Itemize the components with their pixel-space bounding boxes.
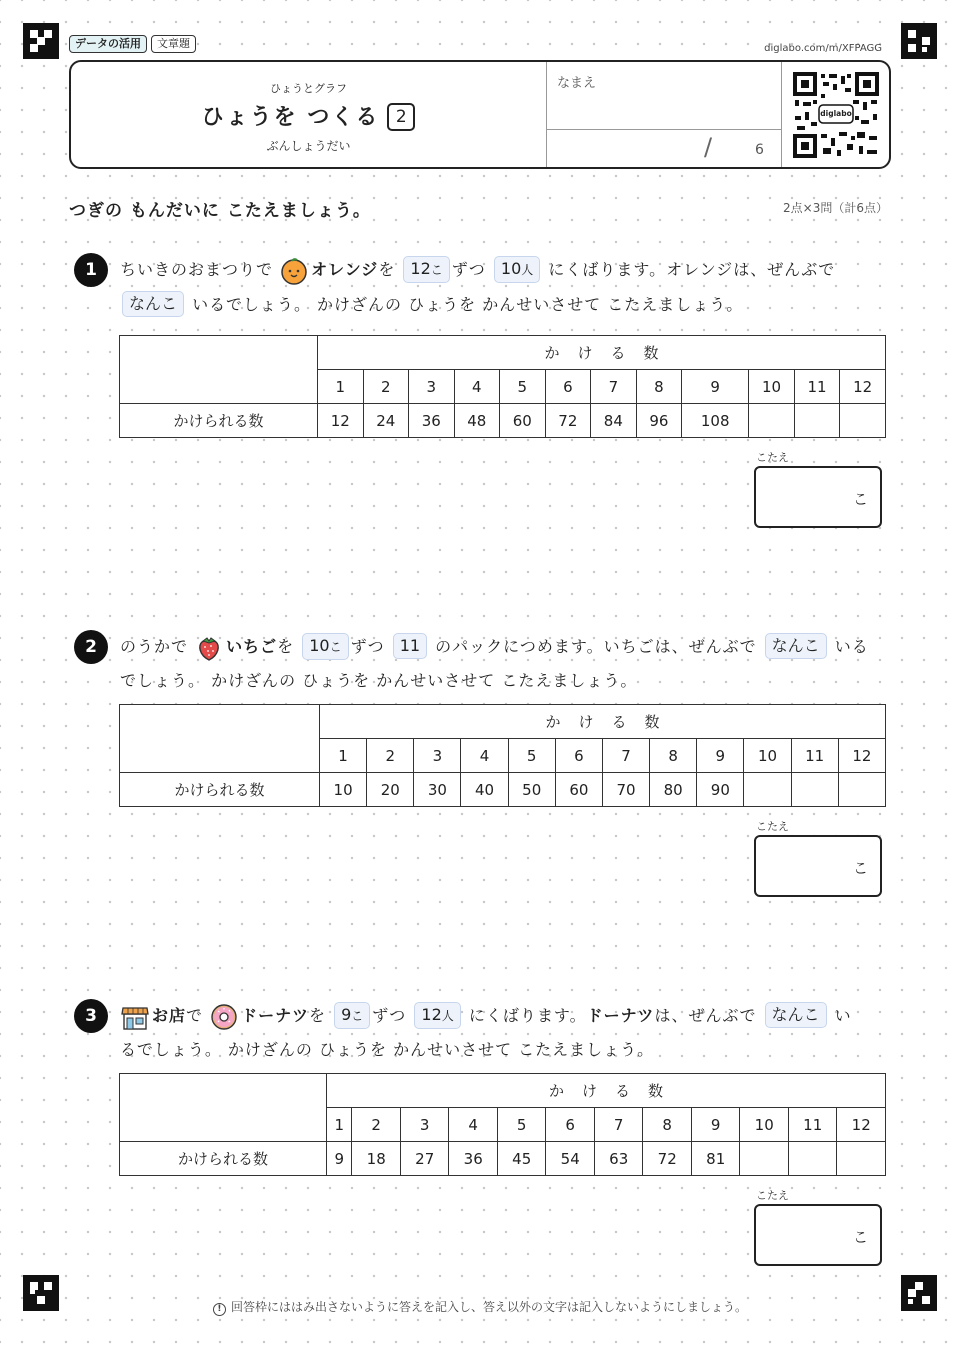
p2-text-6: でしょう。 かけざんの ひょうを かんせいさせて こたえましょう。 (120, 671, 638, 690)
multiplier-cell: 4 (454, 370, 500, 404)
product-cell: 9 (327, 1142, 352, 1176)
product-cell: 18 (352, 1142, 401, 1176)
multiplier-cell: 12 (840, 370, 886, 404)
site-url: diglabo.com/m/XFPAGG (764, 43, 882, 54)
multiplicand-label: かけられる数 (120, 773, 320, 807)
product-cell: 72 (643, 1142, 692, 1176)
product-cell: 81 (691, 1142, 740, 1176)
multiplier-cell: 8 (643, 1108, 692, 1142)
product-blank-cell[interactable] (791, 773, 838, 807)
product-row (120, 404, 886, 438)
product-cell: 45 (497, 1142, 546, 1176)
table-corner (120, 705, 320, 773)
p1-people-box (494, 256, 540, 283)
answer-label-2: こたえ (756, 820, 789, 833)
table-corner (120, 336, 318, 404)
tag-data: データの活用 (69, 35, 147, 53)
multiplier-cell: 3 (414, 739, 461, 773)
multiplier-cell: 1 (318, 370, 364, 404)
title-ruby-top: ひょうとグラフ (270, 82, 347, 95)
multiplier-cell: 1 (320, 739, 367, 773)
product-blank-cell[interactable] (788, 1142, 837, 1176)
product-row (120, 1142, 886, 1176)
multiplier-cell: 2 (363, 370, 409, 404)
p1-text-5: いるでしょう。 かけざんの ひょうを かんせいさせて こたえましょう。 (192, 295, 744, 314)
problem-number-2: 2 (74, 630, 108, 664)
multiplier-cell: 5 (497, 1108, 546, 1142)
p1-text-1: ちいきのおまつりで (120, 260, 274, 279)
multiplier-header: かける数 (327, 1074, 886, 1108)
problem-1-line-2 (120, 288, 743, 322)
multiplier-cell: 10 (744, 739, 791, 773)
p1-question-box: なんこ (122, 291, 184, 317)
product-cell: 70 (602, 773, 649, 807)
p1-text-4: にくばります。オレンジは、ぜんぶで (548, 260, 836, 279)
product-cell: 24 (363, 404, 409, 438)
product-cell: 12 (318, 404, 364, 438)
answer-label-1: こたえ (756, 451, 789, 464)
multiplier-cell: 5 (508, 739, 555, 773)
multiplier-header: かける数 (318, 336, 886, 370)
table-corner (120, 1074, 327, 1142)
multiplier-cell: 1 (327, 1108, 352, 1142)
points-info: 2点×3問（計6点） (783, 201, 888, 215)
multiplier-cell: 6 (546, 1108, 595, 1142)
tag-word-problem: 文章題 (151, 35, 196, 53)
category-tags (69, 35, 196, 53)
answer-unit-2: こ (852, 859, 868, 877)
product-cell: 36 (409, 404, 455, 438)
name-score-area (546, 62, 782, 167)
p1-quantity-box (403, 256, 449, 283)
product-cell: 54 (546, 1142, 595, 1176)
answer-unit-3: こ (852, 1228, 868, 1246)
product-blank-cell[interactable] (840, 404, 886, 438)
qr-code[interactable] (793, 72, 879, 158)
product-cell: 96 (636, 404, 682, 438)
footer-note (0, 1298, 960, 1316)
problem-2-line-1 (120, 630, 869, 664)
problem-3-line-2 (120, 1033, 654, 1067)
multiplier-header: かける数 (320, 705, 886, 739)
multiplier-cell: 6 (555, 739, 602, 773)
p2-quantity-box (302, 633, 348, 660)
multiplier-cell: 10 (749, 370, 795, 404)
p2-text-2: を (277, 637, 295, 656)
answer-unit-1: こ (852, 490, 868, 508)
p2-text-3: ずつ (350, 637, 385, 656)
multiplier-cell: 7 (602, 739, 649, 773)
worksheet-number: 2 (387, 103, 415, 131)
product-cell: 50 (508, 773, 555, 807)
p3-quantity-unit: こ (351, 1009, 364, 1023)
p2-packs-box: 11 (393, 633, 427, 659)
p3-people: 12 (421, 1005, 442, 1024)
multiplier-cell: 2 (352, 1108, 401, 1142)
p3-text-5: は、ぜんぶで (654, 1006, 757, 1025)
multiplier-cell: 8 (650, 739, 697, 773)
multiplier-cell: 12 (837, 1108, 886, 1142)
multiplier-cell: 8 (636, 370, 682, 404)
p2-text-5: いる (834, 637, 869, 656)
p1-text-2: を (378, 260, 396, 279)
page-title-text: ひょうを つくる (201, 105, 380, 130)
problem-1-line-1 (120, 253, 835, 287)
multiplier-cell: 7 (594, 1108, 643, 1142)
corner-marker-top-left (23, 23, 59, 59)
multiplier-cell: 9 (682, 370, 749, 404)
p3-text-3: ずつ (372, 1006, 407, 1025)
product-cell: 72 (545, 404, 591, 438)
product-cell: 27 (400, 1142, 449, 1176)
p2-text-4: のパックにつめます。いちごは、ぜんぶで (435, 637, 757, 656)
p2-item: いちご (226, 637, 278, 656)
multiplier-cell: 4 (461, 739, 508, 773)
donut-icon (209, 1002, 239, 1032)
product-cell: 84 (591, 404, 637, 438)
problem-number-1: 1 (74, 253, 108, 287)
product-cell: 40 (461, 773, 508, 807)
shop-icon (120, 1002, 150, 1032)
product-blank-cell[interactable] (740, 1142, 789, 1176)
product-row (120, 773, 886, 807)
page-title (71, 100, 546, 131)
multiplicand-label: かけられる数 (120, 404, 318, 438)
instruction: つぎの もんだいに こたえましょう。 (69, 201, 371, 221)
product-cell: 60 (500, 404, 546, 438)
p3-quantity-box (334, 1002, 370, 1029)
multiplier-cell: 7 (591, 370, 637, 404)
product-cell: 48 (454, 404, 500, 438)
p1-quantity: 12 (410, 259, 431, 278)
multiplier-cell: 5 (500, 370, 546, 404)
product-blank-cell[interactable] (744, 773, 791, 807)
multiplier-cell: 2 (367, 739, 414, 773)
multiplier-cell: 4 (449, 1108, 498, 1142)
product-cell: 10 (320, 773, 367, 807)
product-cell: 80 (650, 773, 697, 807)
multiplier-cell: 11 (794, 370, 840, 404)
strawberry-icon (194, 633, 224, 663)
multiplier-cell: 11 (788, 1108, 837, 1142)
multiplier-cell: 11 (791, 739, 838, 773)
multiplication-table-2 (119, 704, 886, 807)
product-cell: 36 (449, 1142, 498, 1176)
product-cell: 108 (682, 404, 749, 438)
multiplier-cell: 3 (400, 1108, 449, 1142)
p3-text-7: るでしょう。 かけざんの ひょうを かんせいさせて こたえましょう。 (120, 1040, 655, 1059)
product-cell: 63 (594, 1142, 643, 1176)
p2-quantity: 10 (309, 636, 330, 655)
multiplier-cell: 6 (545, 370, 591, 404)
p1-text-3: ずつ (451, 260, 486, 279)
orange-icon (279, 256, 309, 286)
multiplier-cell: 9 (697, 739, 744, 773)
p3-item-2: ドーナツ (586, 1006, 655, 1025)
product-blank-cell[interactable] (837, 1142, 886, 1176)
p3-place: お店 (152, 1006, 187, 1025)
p3-quantity: 9 (341, 1005, 352, 1024)
answer-box-2[interactable] (754, 835, 882, 897)
p3-people-unit: 人 (441, 1009, 454, 1023)
p1-quantity-unit: こ (430, 263, 443, 277)
footer-text: 回答枠にははみ出さないように答えを記入し、答え以外の文字は記入しないようにしましょう。 (230, 1300, 747, 1314)
product-blank-cell[interactable] (838, 773, 885, 807)
name-label: なまえ (557, 76, 597, 91)
p1-item: オレンジ (311, 260, 379, 279)
product-cell: 30 (414, 773, 461, 807)
problem-2-line-2 (120, 664, 637, 698)
answer-label-3: こたえ (756, 1189, 789, 1202)
p3-question-box: なんこ (765, 1002, 827, 1028)
product-cell: 60 (555, 773, 602, 807)
p3-people-box (414, 1002, 460, 1029)
p3-text-1: で (186, 1006, 204, 1025)
p1-people-unit: 人 (521, 263, 534, 277)
title-area (71, 62, 546, 167)
p3-text-4: にくばります。 (468, 1006, 587, 1025)
worksheet-header (69, 60, 891, 169)
answer-box-1[interactable] (754, 466, 882, 528)
p1-people: 10 (500, 259, 522, 278)
qr-caption: diglabo (820, 109, 852, 118)
p2-quantity-unit: こ (329, 640, 342, 654)
multiplier-cell: 10 (740, 1108, 789, 1142)
multiplier-cell: 3 (409, 370, 455, 404)
problem-3-line-1 (120, 999, 852, 1033)
corner-marker-top-right (901, 23, 937, 59)
multiplier-cell: 9 (691, 1108, 740, 1142)
product-blank-cell[interactable] (749, 404, 795, 438)
answer-box-3[interactable] (754, 1204, 882, 1266)
product-blank-cell[interactable] (794, 404, 840, 438)
multiplier-cell: 12 (838, 739, 885, 773)
multiplication-table-3 (119, 1073, 886, 1176)
problem-number-3: 3 (74, 999, 108, 1033)
p3-text-6: い (834, 1006, 852, 1025)
p3-text-2: を (308, 1006, 326, 1025)
p2-question-box: なんこ (765, 633, 827, 659)
multiplicand-label: かけられる数 (120, 1142, 327, 1176)
name-divider (547, 129, 781, 130)
p3-item: ドーナツ (241, 1006, 309, 1025)
p2-text-1: のうかで (120, 637, 189, 656)
multiplication-table-1 (119, 335, 886, 438)
product-cell: 90 (697, 773, 744, 807)
score-slash: / (704, 133, 713, 161)
info-icon: ! (213, 1303, 226, 1316)
product-cell: 20 (367, 773, 414, 807)
score-max: 6 (755, 142, 764, 158)
title-ruby-bottom: ぶんしょうだい (266, 139, 351, 153)
